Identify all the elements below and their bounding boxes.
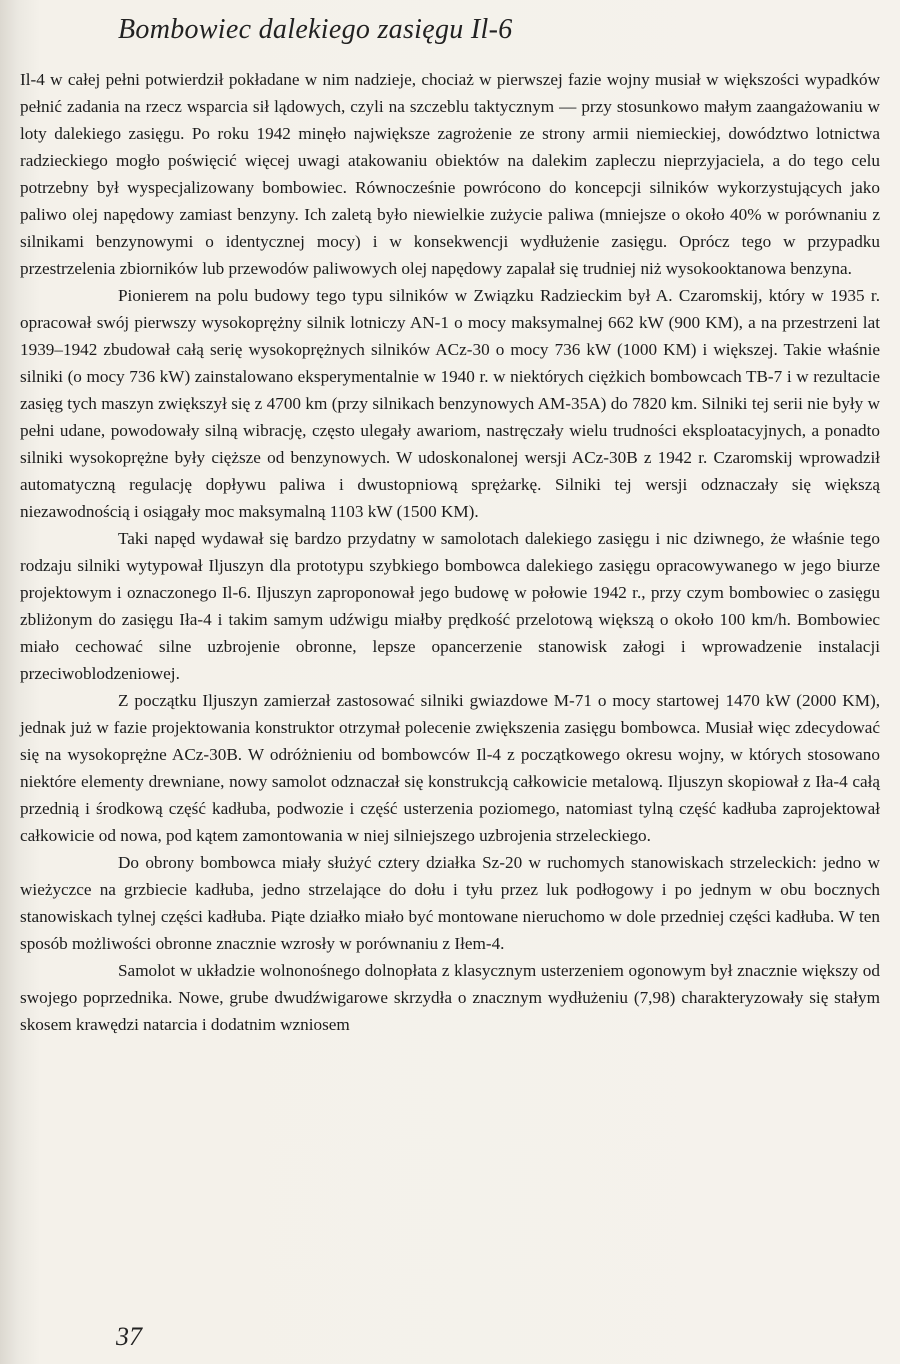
- paragraph-4: Z początku Iljuszyn zamierzał zastosować silniki gwiazdowe M-71 o mocy startowej 1470 kW (2000 KM), jednak już w fazie projektowania konstruktor otrzymał polecenie zwiększenia zasięgu bombowca. Musiał więc zdecydować się na wysokoprężne ACz-30B. W odróżnieniu od bombowców Il-4 z początkowego okresu wojny, w których stosowano niektóre elementy drewniane, nowy samolot odznaczał się konstrukcją całkowicie metalową. Iljuszyn skopiował z Iła-4 całą przednią i środkową część kadłuba, podwozie i część usterzenia poziomego, natomiast tylną część kadłuba zaprojektował całkowicie od nowa, pod kątem zamontowania w niej silniejszego uzbrojenia strzeleckiego.: [20, 691, 880, 845]
- body-text: [20, 66, 880, 1038]
- paragraph-1: Il-4 w całej pełni potwierdził pokładane w nim nadzieje, chociaż w pierwszej fazie wojny musiał w większości wypadków pełnić zadania na rzecz wsparcia sił lądowych, czyli na szczeblu taktycznym — przy stosunkowo małym zaangażowaniu w loty dalekiego zasięgu. Po roku 1942 minęło największe zagrożenie ze strony armii niemieckiej, dowództwo lotnictwa radzieckiego mogło poświęcić więcej uwagi atakowaniu obiektów na dalekim zapleczu nieprzyjaciela, a do tego celu potrzebny był wyspecjalizowany bombowiec. Równocześnie powrócono do koncepcji silników wykorzystujących jako paliwo olej napędowy zamiast benzyny. Ich zaletą było niewielkie zużycie paliwa (mniejsze o około 40% w porównaniu z silnikami benzynowymi o identycznej mocy) i w konsekwencji wydłużenie zasięgu. Oprócz tego w przypadku przestrzelenia zbiorników lub przewodów paliwowych olej napędowy zapalał się trudniej niż wysokooktanowa benzyna.: [20, 70, 880, 278]
- paragraph-3: Taki napęd wydawał się bardzo przydatny w samolotach dalekiego zasięgu i nic dziwnego, że właśnie tego rodzaju silniki wytypował Iljuszyn dla prototypu szybkiego bombowca dalekiego zasięgu opracowywanego w jego biurze projektowym i oznaczonego Il-6. Iljuszyn zaproponował jego budowę w połowie 1942 r., przy czym bombowiec o zasięgu zbliżonym do zasięgu Iła-4 i takim samym udźwigu miałby prędkość przelotową większą o około 100 km/h. Bombowiec miało cechować silne uzbrojenie obronne, lepsze opancerzenie stanowisk załogi i wprowadzenie instalacji przeciwoblodzeniowej.: [20, 529, 880, 683]
- paragraph-6: Samolot w układzie wolnonośnego dolnopłata z klasycznym usterzeniem ogonowym był znacznie większy od swojego poprzednika. Nowe, grube dwudźwigarowe skrzydła o znacznym wydłużeniu (7,98) charakteryzowały się stałym skosem krawędzi natarcia i dodatnim wzniosem: [20, 961, 880, 1034]
- paragraph-5: Do obrony bombowca miały służyć cztery działka Sz-20 w ruchomych stanowiskach strzeleckich: jedno w wieżyczce na grzbiecie kadłuba, jedno strzelające do dołu i tyłu przez luk podłogowy i po jednym w obu bocznych stanowiskach tylnej części kadłuba. Piąte działko miało być montowane nieruchomo w dole przedniej części kadłuba. W ten sposób możliwości obronne znacznie wzrosły w porównaniu z Iłem-4.: [20, 853, 880, 953]
- paragraph-2: Pionierem na polu budowy tego typu silników w Związku Radzieckim był A. Czaromskij, który w 1935 r. opracował swój pierwszy wysokoprężny silnik lotniczy AN-1 o mocy maksymalnej 662 kW (900 KM), a na przestrzeni lat 1939–1942 zbudował całą serię wysokoprężnych silników ACz-30 o mocy 736 kW (1000 KM) i większej. Takie właśnie silniki (o mocy 736 kW) zainstalowano eksperymentalnie w 1940 r. w niektórych ciężkich bombowcach TB-7 i w rezultacie zasięg tych maszyn zwiększył się z 4700 km (przy silnikach benzynowych AM-35A) do 7820 km. Silniki tej serii nie były w pełni udane, powodowały silną wibrację, często ulegały awariom, nastręczały wielu trudności eksploatacyjnych, a ponadto silniki wysokoprężne były cięższe od benzynowych. W udoskonalonej wersji ACz-30B z 1942 r. Czaromskij wprowadził automatyczną regulację dopływu paliwa i dwustopniową sprężarkę. Silniki tej wersji odznaczały się większą niezawodnością i osiągały moc maksymalną 1103 kW (1500 KM).: [20, 286, 880, 521]
- chapter-title: Bombowiec dalekiego zasięgu Il-6: [118, 14, 513, 45]
- page-number: 37: [116, 1322, 142, 1351]
